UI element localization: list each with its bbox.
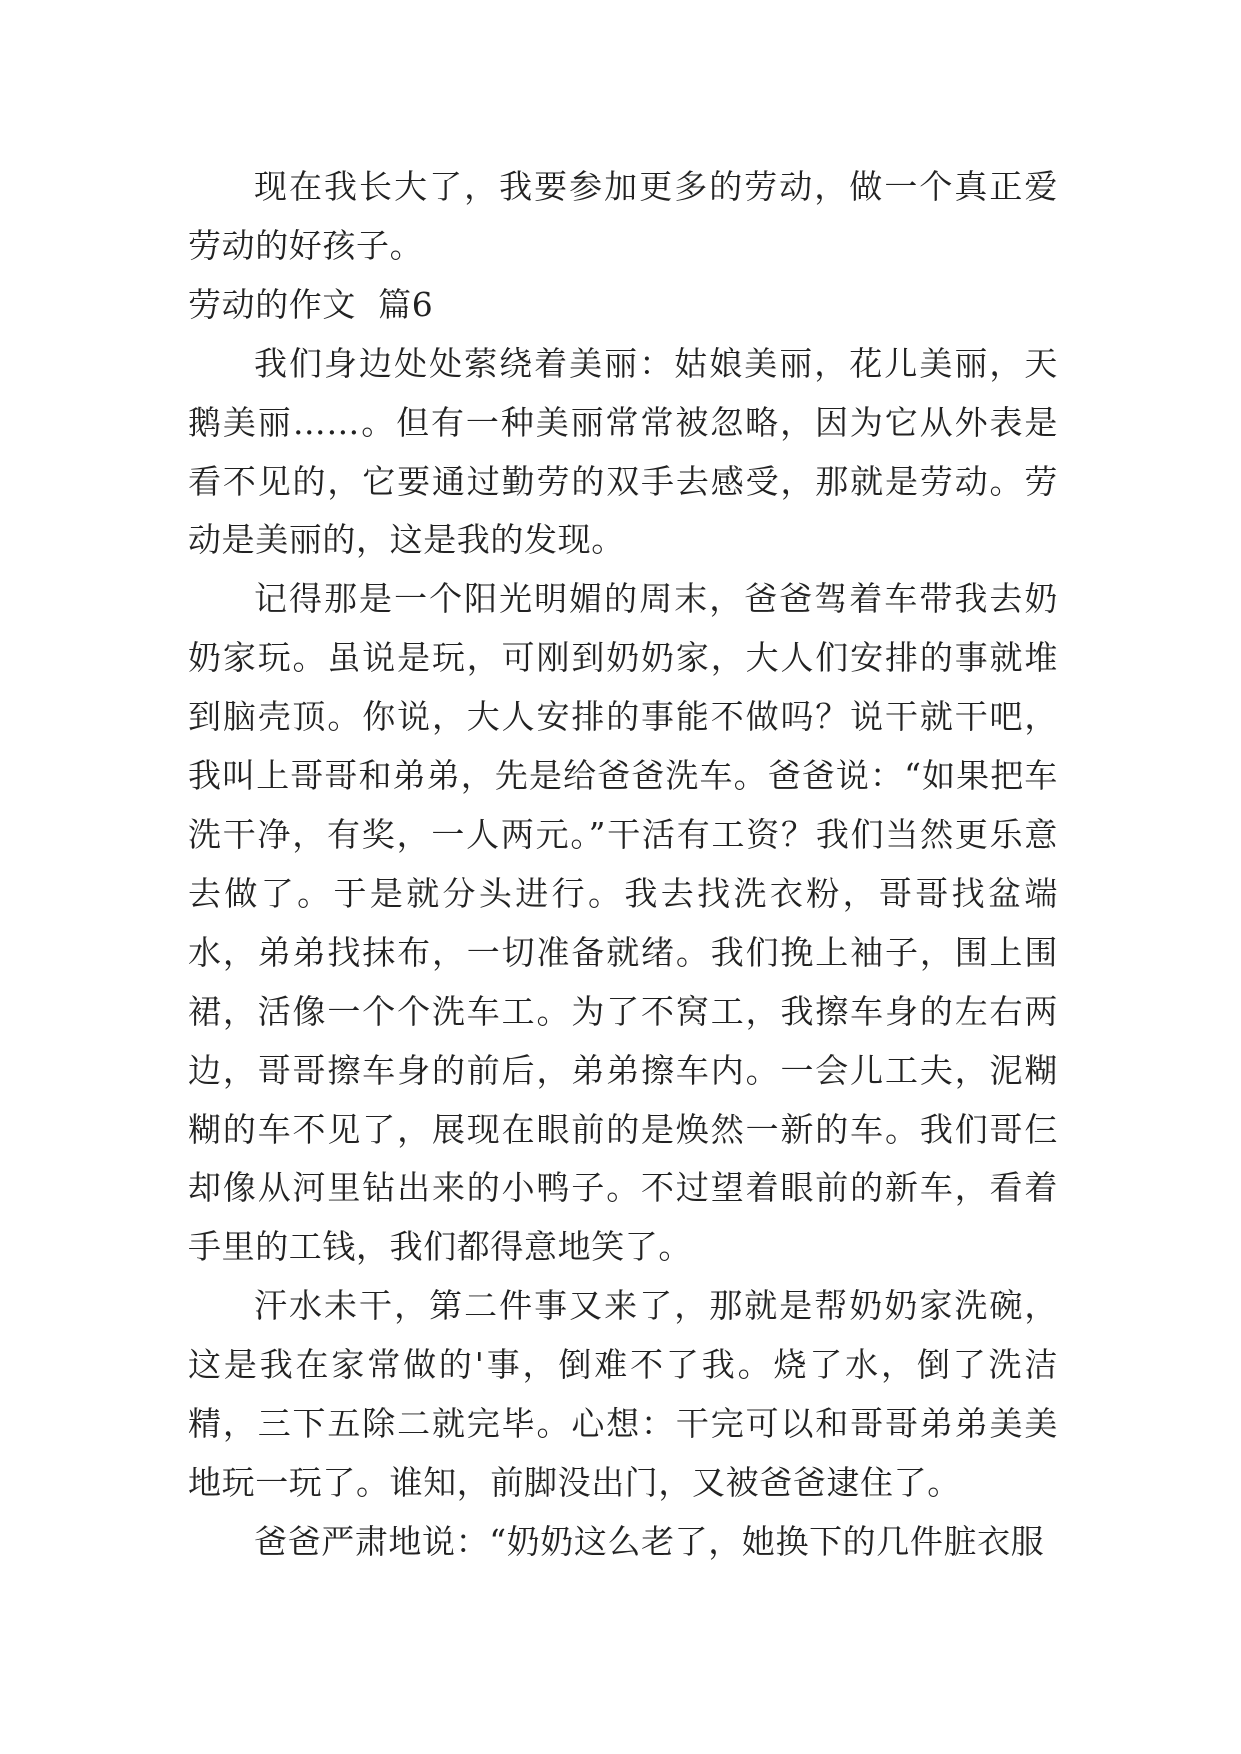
paragraph-laundry: 爸爸严肃地说：“奶奶这么老了，她换下的几件脏衣服 xyxy=(254,1521,1045,1561)
paragraph-car-wash: 记得那是一个阳光明媚的周末，爸爸驾着车带我去奶奶家玩。虽说是玩，可刚到奶奶家，大人们安排的事就堆到脑壳顶。你说，大人安排的事能不做吗？说干就干吧，我叫上哥哥和弟弟，先是给爸爸洗车。爸爸说：“如果把车洗干净，有奖，一人两元。”干活有工资？我们当然更乐意去做了。于是就分头进行。我去找洗衣粉，哥哥找盆端水，弟弟找抹布，一切准备就绪。我们挽上袖子，围上围裙，活像一个个洗车工。为了不窝工，我擦车身的左右两边，哥哥擦车身的前后，弟弟擦车内。一会儿工夫，泥糊糊的车不见了，展现在眼前的是焕然一新的车。我们哥仨却像从河里钻出来的小鸭子。不过望着眼前的新车，看着手里的工钱，我们都得意地笑了。 xyxy=(188,579,1058,1267)
paragraph-intro: 我们身边处处萦绕着美丽：姑娘美丽，花儿美丽，天鹅美丽……。但有一种美丽常常被忽略，因为它从外表是看不见的，它要通过勤劳的双手去感受，那就是劳动。劳动是美丽的，这是我的发现。 xyxy=(188,343,1058,560)
paragraph-closing-previous-essay: 现在我长大了，我要参加更多的劳动，做一个真正爱劳动的好孩子。 xyxy=(188,167,1058,265)
article-body xyxy=(188,158,1058,1572)
section-heading: 劳动的作文 篇6 xyxy=(188,284,434,324)
paragraph-dish-wash: 汗水未干，第二件事又来了，那就是帮奶奶家洗碗，这是我在家常做的'事，倒难不了我。烧了水，倒了洗洁精，三下五除二就完毕。心想：干完可以和哥哥弟弟美美地玩一玩了。谁知，前脚没出门，又被爸爸逮住了。 xyxy=(188,1286,1058,1502)
